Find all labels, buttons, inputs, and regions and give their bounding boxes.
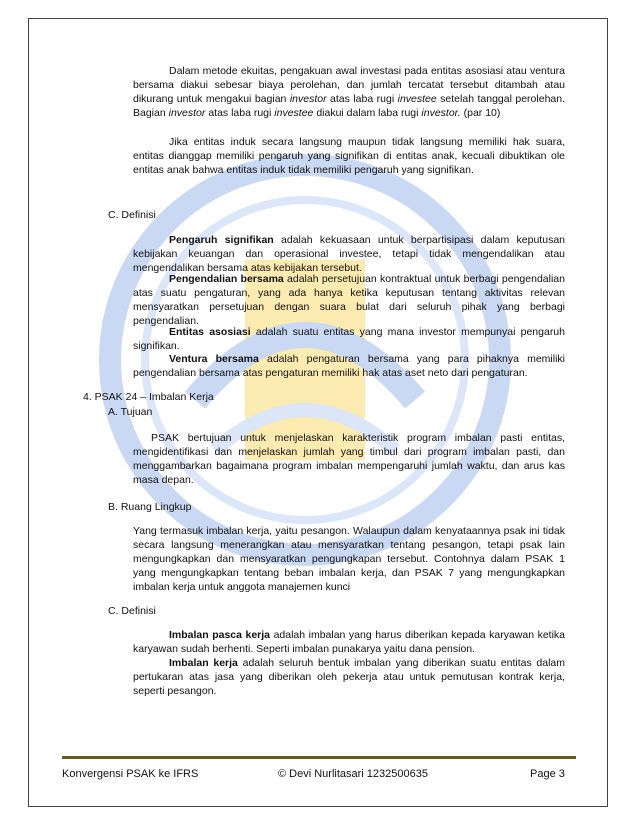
paragraph-ruang-lingkup: Yang termasuk imbalan kerja, yaitu pesangon. Walaupun dalam kenyataannya psak ini tidak secara langsung menerangkan atau mensyaratkan tentang pesangon, tetapi psak lain mengungkapkan dan mensyaratkan pengungkapan tersebut. Contohnya dalam PSAK 1 yang mengungkapkan tentang beban imbalan kerja, dan PSAK 7 yang mengungkapkan imbalan kerja untuk anggota manajemen kunci [133,525,565,593]
footer-page-number: Page 3 [530,768,565,780]
footer-left: Konvergensi PSAK ke IFRS [62,768,199,780]
definition-imbalan-kerja: Imbalan kerja adalah seluruh bentuk imbalan yang diberikan suatu entitas dalam pertukaran atas jasa yang diberikan oleh pekerja atau untuk pemutusan kontrak kerja, seperti pesangon. [133,657,566,697]
paragraph-tujuan: PSAK bertujuan untuk menjelaskan karakteristik program imbalan pasti entitas, mengidentifikasi dan menjelaskan jumlah yang timbul dari program imbalan pasti, dan menggambarkan bagaimana program imbalan mempengaruhi jumlah waktu, dan arus kas masa depan. [133,432,565,486]
definition-ventura-bersama: Ventura bersama adalah pengaturan bersama yang para pihaknya memiliki pengendalian bersama atas pengaturan memiliki hak atas aset neto dari pengaturan. [133,353,565,379]
definition-pengaruh-signifikan: Pengaruh signifikan adalah kekuasaan untuk berpartisipasi dalam keputusan kebijakan keuangan dan operasional investee, tetapi tidak mengendalikan atau mengendalikan bersama atas kebijakan tersebut. [133,234,565,274]
footer-rule [62,756,576,759]
footer-center: © Devi Nurlitasari 1232500635 [278,768,428,780]
heading-psak-24: 4. PSAK 24 – Imbalan Kerja [83,391,214,403]
heading-ruang-lingkup: B. Ruang Lingkup [108,501,192,513]
definition-imbalan-pasca-kerja: Imbalan pasca kerja adalah imbalan yang harus diberikan kepada karyawan ketika karyawan sudah berhenti. Seperti imbalan punakarya yaitu dana pension. [133,629,565,655]
definition-entitas-asosiasi: Entitas asosiasi adalah suatu entitas yang mana investor mempunyai pengaruh signifikan. [133,326,565,352]
heading-definisi-4: C. Definisi [108,605,156,617]
paragraph-equity-method: Dalam metode ekuitas, pengakuan awal investasi pada entitas asosiasi atau ventura bersama diakui sebesar biaya perolehan, dan jumlah tercatat tersebut ditambah atau dikurang untuk mengakui bagian investor atas laba rugi investee setelah tanggal perolehan. Bagian investor atas laba rugi investee diakui dalam laba rugi investor. (par 10) [133,65,565,119]
heading-tujuan: A. Tujuan [108,406,153,418]
definition-pengendalian-bersama: Pengendalian bersama adalah persetujuan kontraktual untuk berbagi pengendalian atas suatu pengaturan, yang ada hanya ketika keputusan tentang aktivitas relevan mensyaratkan persetujuan dengan suara bulat dari seluruh pihak yang berbagi pengendalian. [133,273,565,327]
paragraph-voting-rights: Jika entitas induk secara langsung maupun tidak langsung memiliki hak suara, entitas dianggap memiliki pengaruh yang signifikan di entitas anak, kecuali dibuktikan ole entitas anak bahwa entitas induk tidak memiliki pengaruh yang signifikan. [133,136,565,176]
heading-definisi-3: C. Definisi [108,209,156,221]
